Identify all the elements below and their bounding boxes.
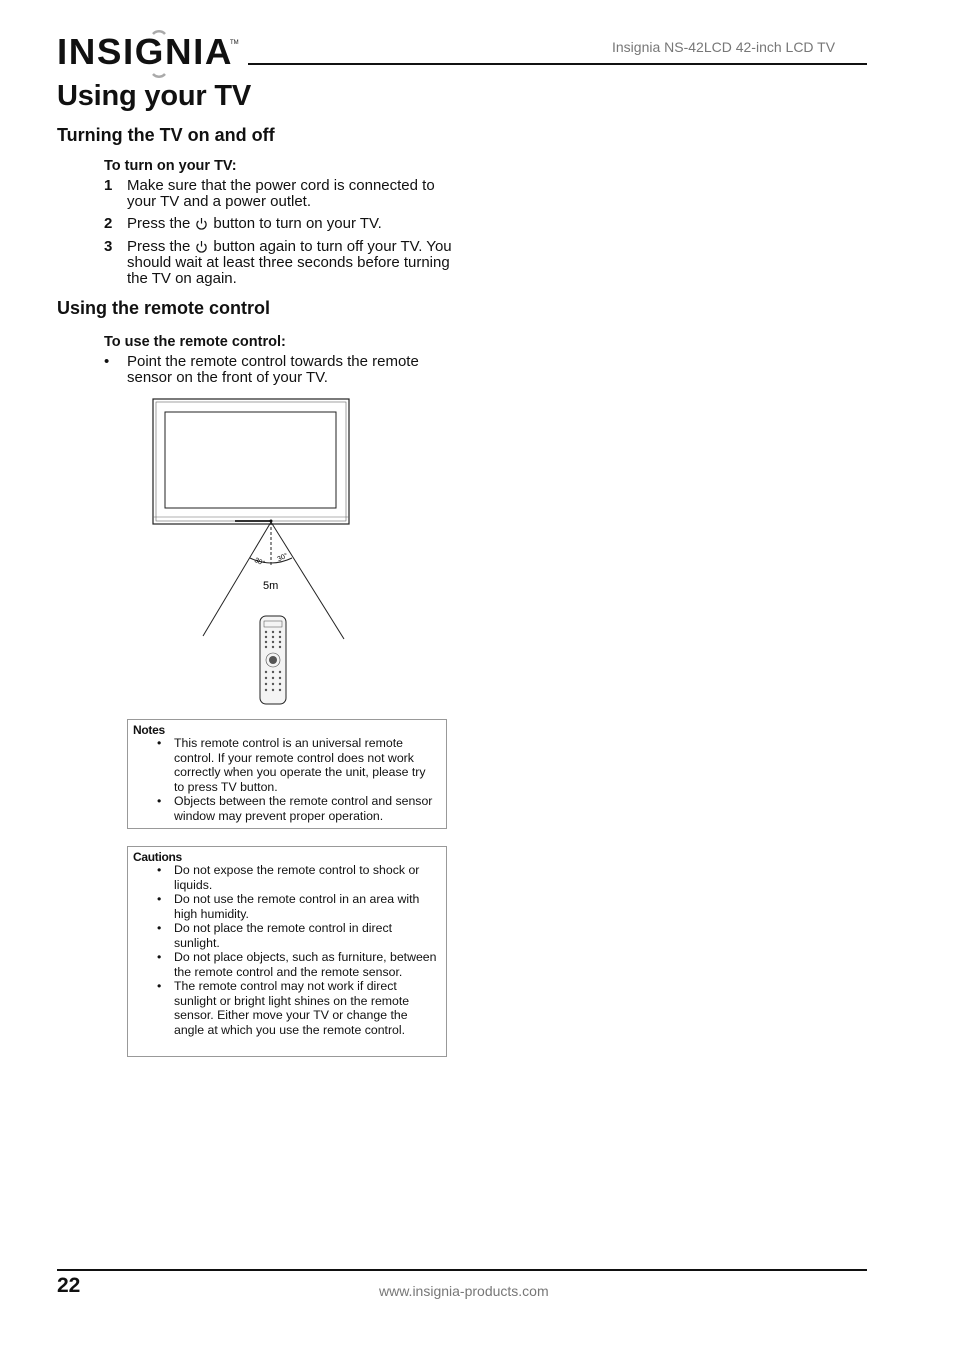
bullet-mark: • [104, 353, 110, 370]
header-rule [248, 63, 867, 65]
remote-illustration [260, 616, 286, 704]
notes-list [128, 736, 446, 823]
cautions-title: Cautions [133, 850, 182, 864]
footer-rule [57, 1269, 867, 1271]
insignia-logo [57, 30, 239, 78]
section-heading-remote: Using the remote control [57, 298, 271, 318]
footer-url: www.insignia-products.com [379, 1283, 549, 1299]
power-icon [194, 217, 209, 230]
notes-title: Notes [133, 723, 165, 737]
angle-right-label: 30° [276, 552, 290, 564]
step-text: Make sure that the power cord is connected to your TV and a power outlet. [127, 177, 435, 210]
step-text-after: button again to turn off your TV. You should wait at least three seconds before turning the TV on again. [127, 238, 452, 287]
power-icon [194, 240, 209, 253]
notes-box [127, 719, 447, 829]
angle-left-label: 30° [253, 556, 266, 568]
list-item: • Do not expose the remote control to shock or liquids. [128, 863, 446, 892]
bullet-text: Point the remote control towards the remote sensor on the front of your TV. [127, 353, 419, 386]
cautions-list [128, 863, 446, 1037]
list-item: • Do not use the remote control in an area with high humidity. [128, 892, 446, 921]
list-item: • Objects between the remote control and sensor window may prevent proper operation. [128, 794, 446, 823]
list-item: • Do not place the remote control in direct sunlight. [128, 921, 446, 950]
section-heading-power: Turning the TV on and off [57, 125, 275, 145]
subheading-use-remote: To use the remote control: [104, 334, 286, 350]
svg-text:TM: TM [230, 40, 239, 46]
document-title: Insignia NS-42LCD 42-inch LCD TV [612, 39, 836, 55]
list-item: • The remote control may not work if direct sunlight or bright light shines on the remote sensor. Either move your TV or change the angle at which you use the remote control. [128, 979, 446, 1037]
remote-range-diagram [150, 396, 355, 708]
list-item: • Do not place objects, such as furniture, between the remote control and the remote sensor. [128, 950, 446, 979]
subheading-turn-on: To turn on your TV: [104, 158, 237, 174]
step-text-before: Press the [127, 238, 191, 255]
step-number: 2 [104, 215, 113, 232]
step-text-before: Press the [127, 215, 191, 232]
list-item: • This remote control is an universal remote control. If your remote control does not work correctly when you operate the unit, please try to press TV button. [128, 736, 446, 794]
svg-text:INSIGNIA: INSIGNIA [57, 31, 233, 72]
distance-label: 5m [263, 580, 279, 592]
step-text-after: button to turn on your TV. [213, 215, 382, 232]
page-number: 22 [57, 1274, 81, 1297]
step-number: 3 [104, 238, 113, 255]
page-title: Using your TV [57, 80, 251, 112]
tv-illustration [153, 399, 349, 524]
step-number: 1 [104, 177, 113, 194]
cautions-box [127, 846, 447, 1057]
